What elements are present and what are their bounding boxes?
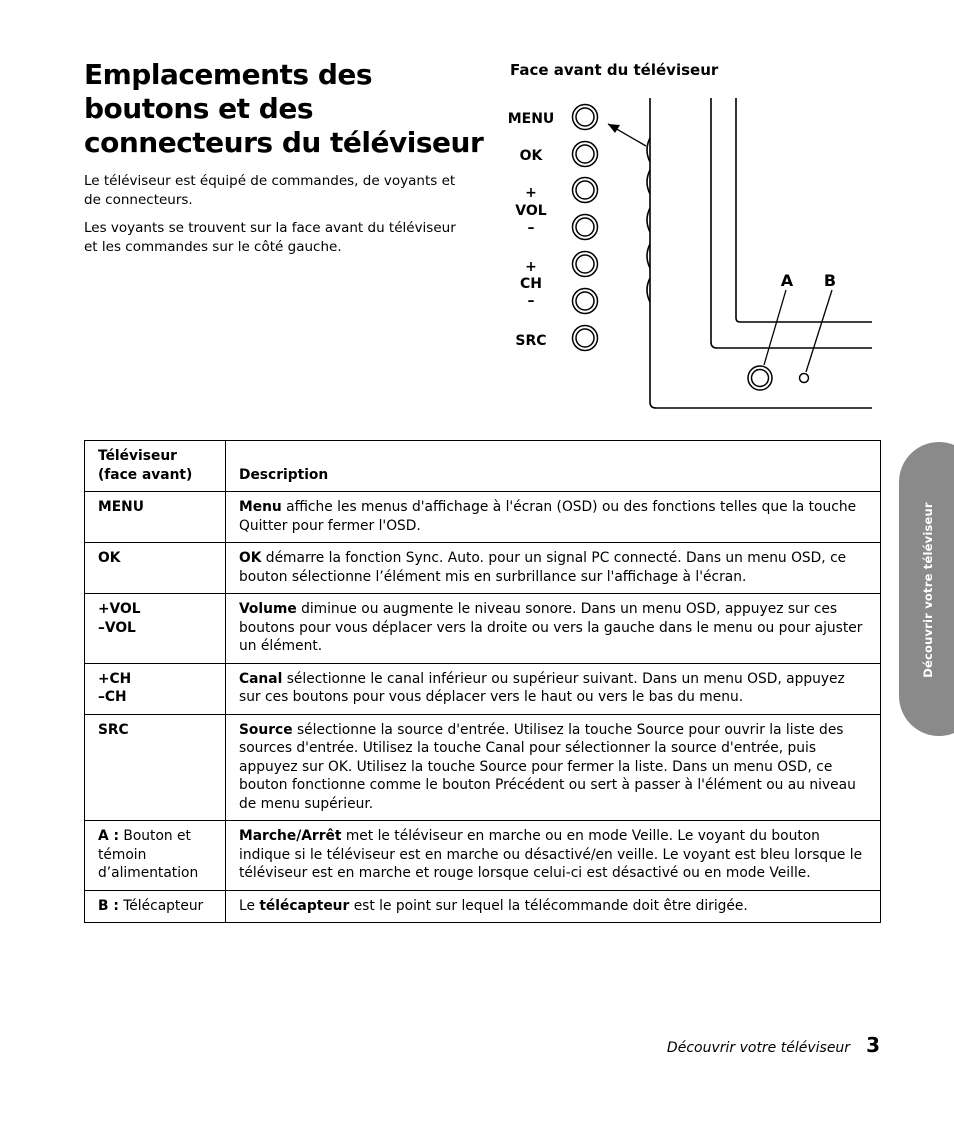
table-body — [85, 492, 881, 923]
desc-bold: Menu — [239, 499, 282, 515]
label-a: A — [780, 271, 794, 290]
label-ok: OK — [519, 148, 543, 164]
table-cell-description — [226, 492, 881, 543]
key-label: +VOL –VOL — [98, 601, 141, 636]
desc-text: affiche les menus d'affichage à l'écran (OSD) ou des fonctions telles que la touche Quitter pour fermer l'OSD. — [239, 499, 857, 534]
label-menu: MENU — [507, 111, 555, 127]
desc-bold: Marche/Arrêt — [239, 828, 342, 844]
key-label: SRC — [98, 721, 129, 738]
desc-text: met le téléviseur en marche ou en mode Veille. Le voyant du bouton indique si le téléviseur est en marche ou désactivé/en veille. Le voyant est bleu lorsque le téléviseur est en marche et rouge lorsque celui-ci est désactivé ou en mode Veille. — [239, 828, 863, 881]
ch-down-button-inner-ring — [576, 292, 594, 310]
power-button-inner-ring — [752, 370, 769, 387]
desc-text: est le point sur lequel la télécommande doit être dirigée. — [349, 897, 748, 914]
label-vol: VOL — [515, 203, 547, 219]
table-cell-description — [226, 663, 881, 714]
table-cell-key — [85, 663, 226, 714]
diagram-title: Face avant du téléviseur — [510, 61, 719, 79]
key-detail: Télécapteur — [118, 897, 204, 914]
arrow-head-icon — [608, 124, 620, 133]
desc-bold: Source — [239, 721, 293, 738]
table-header-description: Description — [226, 441, 881, 492]
vol-down-button-inner-ring — [576, 218, 594, 236]
desc-text: sélectionne la source d'entrée. Utilisez la touche Source pour ouvrir la liste des sources d'entrée. Utilisez la touche Canal pour sélectionner la source d'entrée, puis appuyez sur OK. Utilisez la touche Source pour fermer la liste. Dans un menu OSD, ce bouton fonctionne comme le bouton Précédent ou sert à passer à l'élément ou au niveau de menu supérieur. — [239, 721, 856, 812]
table-cell-key — [85, 594, 226, 664]
desc-text: démarre la fonction Sync. Auto. pour un signal PC connecté. Dans un menu OSD, ce bouton sélectionne l’élément mis en surbrillance sur l'affichage à l'écran. — [239, 550, 847, 585]
label-vol-minus: – — [527, 220, 535, 236]
key-detail: Bouton et témoin d’alimentation — [98, 828, 199, 881]
table-cell-description — [226, 543, 881, 594]
desc-bold: OK — [239, 550, 262, 566]
desc-text: sélectionne le canal inférieur ou supérieur suivant. Dans un menu OSD, appuyez sur ces boutons pour vous déplacer vers le haut ou vers le bas du menu. — [239, 670, 845, 705]
table-row — [85, 543, 881, 594]
table-row — [85, 492, 881, 543]
table-cell-description — [226, 714, 881, 821]
leader-line-a — [764, 290, 786, 365]
table-header-row — [85, 441, 881, 492]
key-label: B : — [98, 897, 119, 914]
key-label: MENU — [98, 499, 144, 515]
desc-bold: Canal — [239, 670, 283, 687]
remote-sensor-icon — [800, 374, 809, 383]
intro-paragraph-1: Le téléviseur est équipé de commandes, de voyants et de connecteurs. — [84, 173, 456, 208]
leader-line-b — [806, 290, 832, 372]
intro-paragraph-2: Les voyants se trouvent sur la face avant du téléviseur et les commandes sur le côté gauche. — [84, 220, 456, 255]
table-row — [85, 594, 881, 664]
label-ch-minus: – — [527, 293, 535, 309]
label-ch: CH — [520, 276, 542, 292]
src-button-inner-ring — [576, 329, 594, 347]
key-label: +CH –CH — [98, 670, 132, 705]
table-cell-key — [85, 492, 226, 543]
table-cell-key — [85, 714, 226, 821]
label-src: SRC — [515, 333, 547, 349]
table-cell-description — [226, 890, 881, 923]
desc-bold: Volume — [239, 601, 297, 617]
ch-up-button-inner-ring — [576, 255, 594, 273]
key-label: A : — [98, 828, 119, 844]
table-header-tv: Téléviseur (face avant) — [85, 441, 226, 492]
label-ch-plus: + — [525, 259, 537, 275]
table-cell-key — [85, 543, 226, 594]
vol-up-button-inner-ring — [576, 181, 594, 199]
tv-front-illustration — [500, 90, 880, 420]
ok-button-inner-ring — [576, 145, 594, 163]
page-footer — [667, 1033, 880, 1057]
key-label: OK — [98, 550, 121, 566]
table-cell-description — [226, 594, 881, 664]
table-row — [85, 890, 881, 923]
label-b: B — [823, 271, 837, 290]
desc-text: diminue ou augmente le niveau sonore. Dans un menu OSD, appuyez sur ces boutons pour vous déplacer vers la droite ou vers la gauche dans le menu ou pour ajuster un élément. — [239, 601, 863, 654]
table-cell-description — [226, 821, 881, 891]
table-row — [85, 714, 881, 821]
table-row — [85, 821, 881, 891]
table-cell-key — [85, 890, 226, 923]
desc-bold: télécapteur — [259, 897, 350, 914]
desc-prefix: Le — [239, 897, 260, 914]
intro-text — [84, 172, 464, 266]
page-number: 3 — [866, 1033, 880, 1057]
section-tab-label: Découvrir votre téléviseur — [921, 502, 935, 678]
label-vol-plus: + — [525, 185, 537, 201]
table-row — [85, 663, 881, 714]
table-cell-key — [85, 821, 226, 891]
page-title: Emplacements des boutons et des connecteurs du téléviseur — [84, 58, 484, 159]
menu-button-inner-ring — [576, 108, 594, 126]
footer-text: Découvrir votre téléviseur — [666, 1040, 851, 1056]
controls-table — [84, 440, 881, 923]
tv-front-diagram — [500, 90, 880, 424]
